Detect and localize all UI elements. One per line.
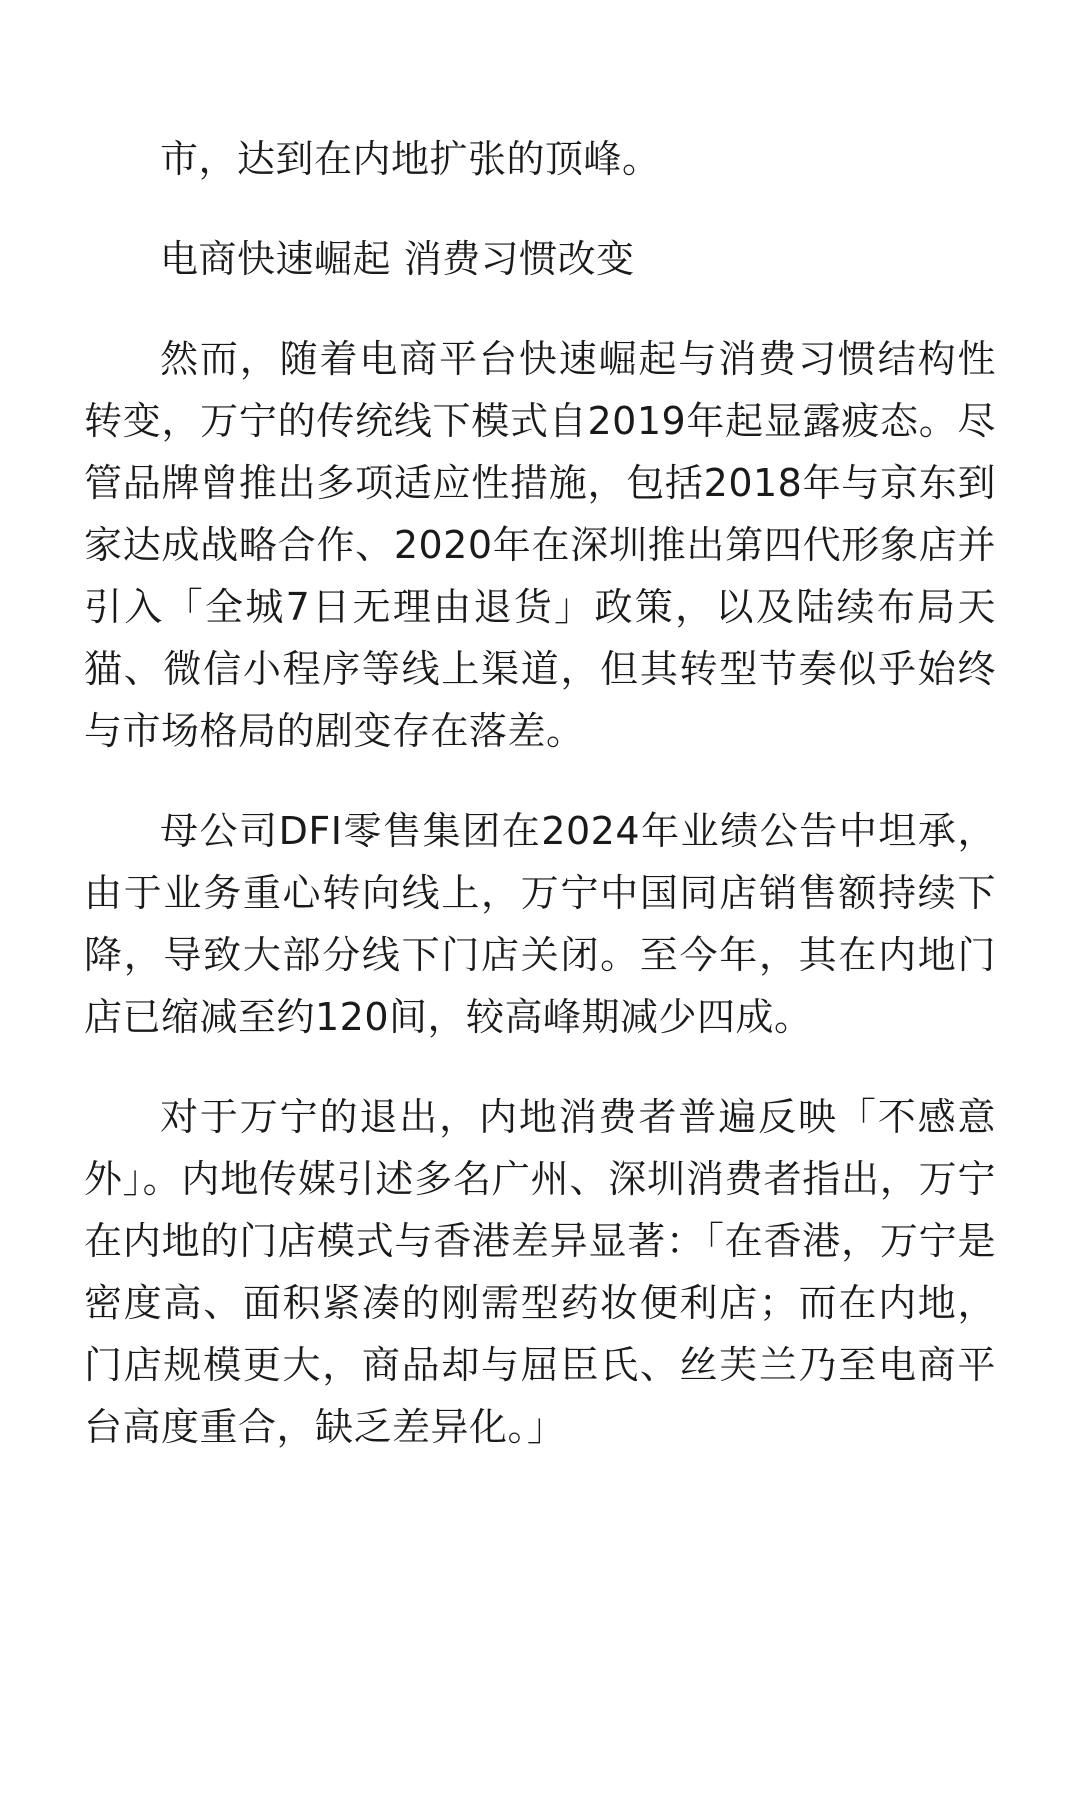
paragraph: 母公司DFI零售集团在2024年业绩公告中坦承，由于业务重心转向线上，万宁中国同店销售额持续下降，导致大部分线下门店关闭。至今年，其在内地门店已缩减至约120间，较高峰期减少四成。 — [84, 809, 996, 1039]
article-body — [84, 128, 996, 1496]
paragraph: 然而，随着电商平台快速崛起与消费习惯结构性转变，万宁的传统线下模式自2019年起显露疲态。尽管品牌曾推出多项适应性措施，包括2018年与京东到家达成战略合作、2020年在深圳推出第四代形象店并引入「全城7日无理由退货」政策，以及陆续布局天猫、微信小程序等线上渠道，但其转型节奏似乎始终与市场格局的剧变存在落差。 — [84, 337, 996, 753]
section-heading: 电商快速崛起 消费习惯改变 — [160, 237, 635, 281]
paragraph-continuation: 市，达到在内地扩张的顶峰。 — [160, 137, 661, 181]
paragraph: 对于万宁的退出，内地消费者普遍反映「不感意外」。内地传媒引述多名广州、深圳消费者指出，万宁在内地的门店模式与香港差异显著：「在香港，万宁是密度高、面积紧凑的刚需型药妆便利店；而在内地，门店规模更大，商品却与屈臣氏、丝芙兰乃至电商平台高度重合，缺乏差异化。」 — [84, 1095, 996, 1449]
